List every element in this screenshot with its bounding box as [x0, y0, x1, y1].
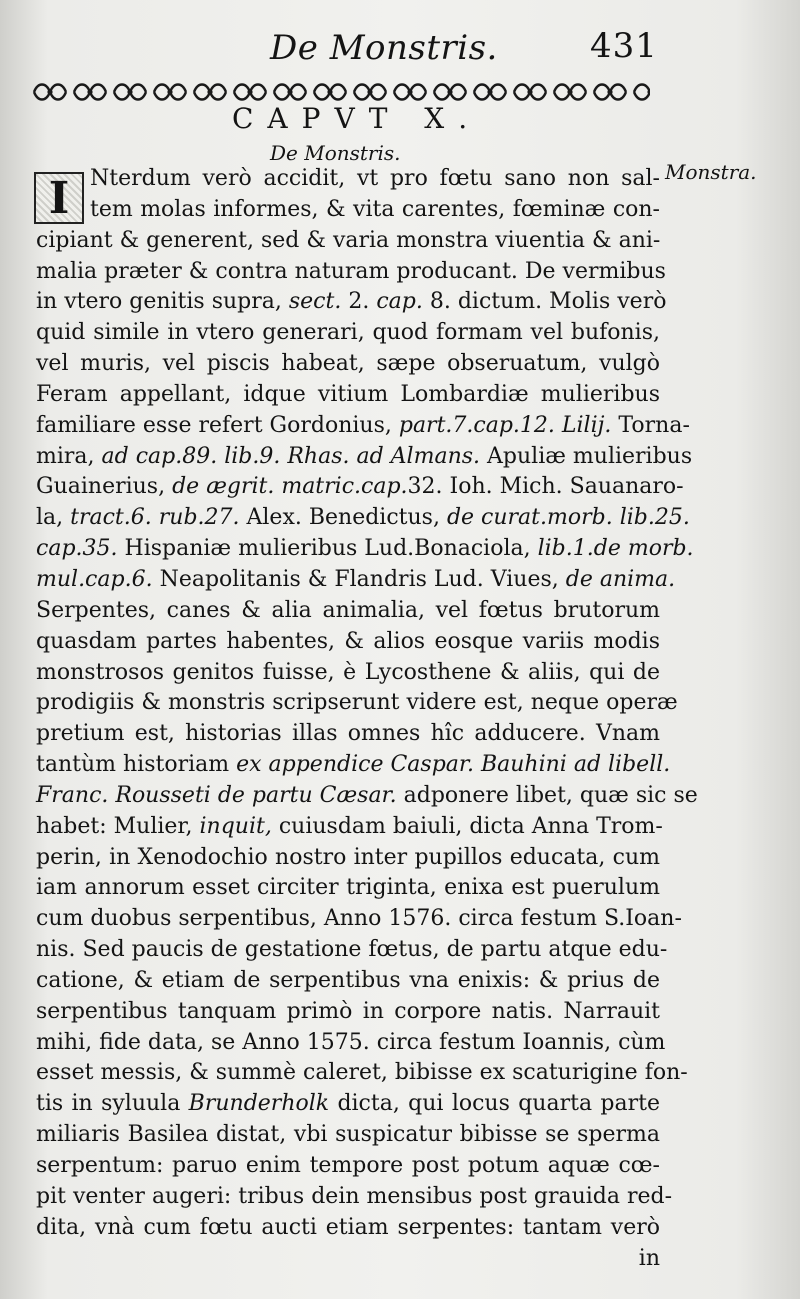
italic-citation: part.7.cap.12. Lilij. — [398, 412, 612, 438]
text-line — [36, 318, 660, 349]
drop-cap-initial: I — [34, 172, 84, 224]
text-line — [36, 349, 660, 380]
text-run: pit venter augeri: tribus dein mensibus post grauida red- — [36, 1183, 673, 1209]
text-line — [36, 1182, 673, 1213]
text-run: 2. — [341, 289, 377, 315]
text-line — [36, 812, 663, 843]
text-line — [36, 719, 660, 750]
text-run: mira, — [36, 443, 102, 469]
text-run: tantùm historiam — [36, 752, 237, 778]
text-run: dicta, qui locus quarta parte — [329, 1091, 660, 1117]
text-line — [36, 565, 676, 596]
text-line — [36, 1213, 660, 1244]
text-run: vel muris, vel piscis habeat, sæpe obseruatum, vulgò — [36, 351, 660, 377]
text-run: serpentum: paruo enim tempore post potum aquæ cœ- — [36, 1153, 660, 1178]
text-run: iam annorum esset circiter triginta, enixa est puerulum — [36, 875, 660, 901]
text-run: cipiant & generent, sed & varia monstra viuentia & ani- — [36, 227, 661, 253]
text-line — [36, 442, 693, 473]
text-line — [36, 904, 682, 935]
italic-citation: tract.6. rub.27. — [70, 505, 240, 531]
text-run: esset messis, & summè caleret, bibisse ex scaturigine fon- — [36, 1060, 688, 1086]
text-run: 8. dictum. Molis verò — [422, 289, 667, 315]
text-line — [36, 195, 660, 226]
text-run: quasdam partes habentes, & alios eosque variis modis — [36, 628, 660, 654]
text-run: dita, vnà cum fœtu aucti etiam serpentes: tantam verò — [36, 1214, 660, 1240]
italic-citation: sect. — [288, 289, 342, 315]
text-line — [36, 257, 666, 288]
text-run: adponere libet, quæ sic se — [396, 782, 698, 808]
page-number: 431 — [590, 26, 658, 66]
text-line — [36, 1028, 666, 1059]
text-line — [36, 1151, 660, 1182]
text-line — [36, 1120, 660, 1151]
body-text — [36, 164, 698, 1274]
text-run: cuiusdam baiuli, dicta Anna Trom- — [271, 813, 663, 839]
text-line — [36, 411, 690, 442]
italic-citation: cap. — [376, 289, 423, 315]
italic-citation: cap.35. — [36, 536, 118, 562]
chapter-heading: CAPVT X. — [232, 102, 482, 135]
text-line — [36, 843, 660, 874]
text-run: Hispaniæ mulieribus Lud.Bonaciola, — [117, 536, 538, 562]
text-run: prodigiis & monstris scripserunt videre est, neque operæ — [36, 690, 678, 716]
italic-citation: Franc. Rousseti de partu Cæsar. — [36, 782, 397, 808]
text-run: la, — [36, 505, 71, 531]
text-line — [36, 781, 698, 812]
text-line — [36, 1244, 660, 1275]
text-run: in vtero genitis supra, — [36, 289, 289, 315]
italic-citation: mul.cap.6. — [36, 566, 153, 592]
text-line — [36, 472, 684, 503]
italic-citation: Brunderholk — [188, 1091, 330, 1117]
running-header-title: De Monstris. — [270, 28, 498, 68]
text-line — [36, 534, 694, 565]
text-line — [36, 750, 671, 781]
text-run: malia præter & contra naturam producant. De vermibus — [36, 258, 666, 284]
text-line — [36, 380, 660, 411]
text-run: Alex. Benedictus, — [239, 505, 447, 531]
text-run: Feram appellant, idque vitium Lombardiæ mulieribus — [36, 381, 660, 407]
text-run: cum duobus serpentibus, Anno 1576. circa festum S.Ioan- — [36, 906, 682, 932]
text-run: Serpentes, canes & alia animalia, vel fœtus brutorum — [36, 597, 660, 623]
text-run: familiare esse refert Gordonius, — [36, 412, 399, 438]
text-line — [36, 226, 660, 257]
text-line — [36, 966, 660, 997]
italic-citation: lib.1.de morb. — [537, 536, 694, 562]
text-line — [36, 596, 660, 627]
text-line — [36, 997, 660, 1028]
text-run: Neapolitanis & Flandris Lud. Viues, — [152, 566, 566, 592]
text-line — [36, 627, 660, 658]
text-run: in — [638, 1245, 660, 1271]
italic-citation: ad cap.89. lib.9. Rhas. ad Almans. — [101, 443, 481, 469]
text-run: Guainerius, — [36, 474, 173, 500]
text-run: miliaris Basilea distat, vbi suspicatur bibisse se sperma — [36, 1122, 660, 1148]
text-run: catione, & etiam de serpentibus vna enixis: & prius de — [36, 967, 660, 993]
text-line — [36, 1089, 660, 1120]
text-run: mihi, fide data, se Anno 1575. circa festum Ioannis, cùm — [36, 1029, 666, 1055]
italic-citation: de anima. — [565, 566, 676, 592]
text-run: habet: Mulier, — [36, 813, 200, 839]
text-run: Nterdum verò accidit, vt pro fœtu sano non sal- — [90, 166, 660, 191]
text-run: pretium est, historias illas omnes hîc adducere. Vnam — [36, 721, 660, 747]
margin-note: Monstra. — [665, 160, 757, 184]
text-line — [36, 287, 667, 318]
italic-citation: ex appendice Caspar. Bauhini ad libell. — [236, 752, 671, 778]
text-line — [36, 164, 660, 195]
text-line — [36, 688, 678, 719]
text-run: nis. Sed paucis de gestatione fœtus, de partu atque edu- — [36, 937, 668, 963]
text-line — [36, 1058, 688, 1089]
text-line — [36, 658, 660, 689]
text-run: monstrosos genitos fuisse, è Lycosthene & aliis, qui de — [36, 659, 660, 685]
italic-citation: de ægrit. matric.cap. — [172, 474, 408, 500]
italic-citation: de curat.morb. lib.25. — [446, 505, 690, 531]
chapter-subtitle: De Monstris. — [270, 141, 401, 165]
text-line — [36, 503, 690, 534]
italic-citation: inquit, — [199, 813, 272, 839]
text-run: Torna- — [611, 412, 690, 438]
text-run: 32. Ioh. Mich. Sauanaro- — [407, 474, 684, 500]
ornamental-rule-icon — [30, 80, 650, 104]
text-run: quid simile in vtero generari, quod formam vel bufonis, — [36, 320, 660, 346]
text-line — [36, 935, 668, 966]
text-run: perin, in Xenodochio nostro inter pupillos educata, cum — [36, 844, 660, 870]
text-line — [36, 873, 660, 904]
text-run: tem molas informes, & vita carentes, fœminæ con- — [90, 196, 660, 222]
text-run: Apuliæ mulieribus — [480, 443, 693, 469]
text-run: serpentibus tanquam primò in corpore natis. Narrauit — [36, 998, 660, 1024]
text-run: tis in syluula — [36, 1091, 189, 1117]
